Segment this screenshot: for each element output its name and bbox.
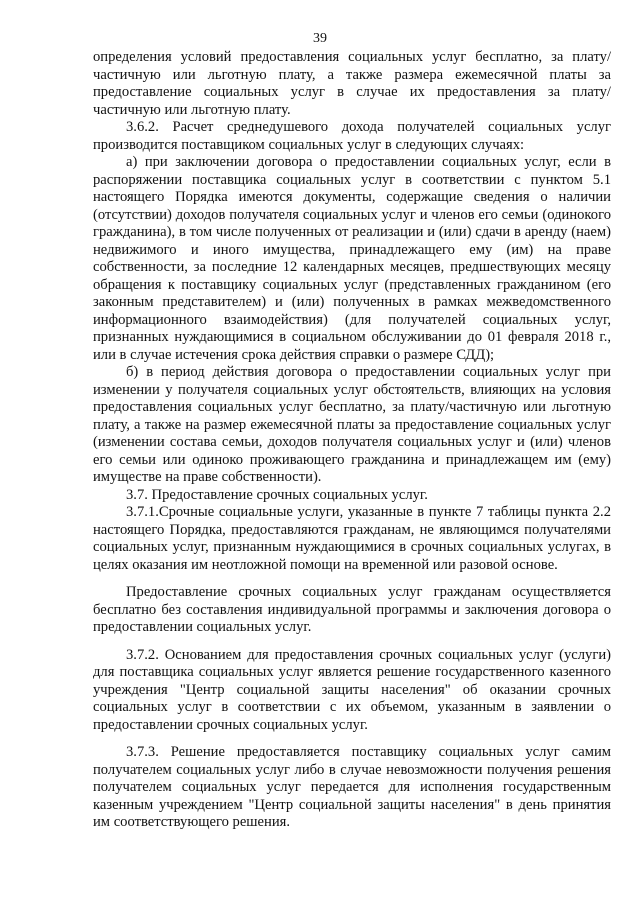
paragraph-5: 3.7. Предоставление срочных социальных услуг. xyxy=(126,486,428,503)
paragraph-4: б) в период действия договора о предоставлении социальных услуг при изменении у получателя социальных услуг обстоятельств, влияющих на условия предоставления социальных услуг бесплатно, за плату/частичную или льготную плату, а также на размер ежемесячной платы за предоставление социальных услуг (изменении состава семьи, доходов получателя социальных услуг и (или) членов его семьи или одиноко проживающего гражданина и принадлежащем им (ему) имуществе на праве собственности). xyxy=(93,364,611,485)
paragraph-3: а) при заключении договора о предоставлении социальных услуг, если в распоряжении поставщика социальных услуг в соответствии с пунктом 5.1 настоящего Порядка имеются документы, содержащие сведения о наличии (отсутствии) доходов получателя социальных услуг и членов его семьи (одинокого гражданина), в том числе полученных от реализации и (или) сдачи в аренду (наем) недвижимого и иного имущества, принадлежащего ему (им) на праве собственности, за последние 12 календарных месяцев, предшествующих месяцу обращения к поставщику социальных услуг (представленных гражданином (его законным представителем) и (или) полученных в рамках межведомственного информационного взаимодействия) (для получателей социальных услуг, признанных нуждающимися в социальном обслуживании до 01 февраля 2018 г., или в случае истечения срока действия справки о размере СДД); xyxy=(93,154,611,363)
body-text xyxy=(93,49,611,832)
paragraph-2: 3.6.2. Расчет среднедушевого дохода получателей социальных услуг производится поставщиком социальных услуг в следующих случаях: xyxy=(93,119,611,153)
paragraph-8: 3.7.2. Основанием для предоставления срочных социальных услуг (услуги) для поставщика социальных услуг является решение государственного казенного учреждения "Центр социальной защиты населения" об оказании срочных социальных услуг в соответствии с их объемом, указанным в заявлении о предоставлении срочных социальных услуг. xyxy=(93,646,611,733)
paragraph-7: Предоставление срочных социальных услуг гражданам осуществляется бесплатно без составления индивидуальной программы и заключения договора о предоставлении социальных услуг. xyxy=(93,584,611,635)
page-number: 39 xyxy=(313,31,327,46)
paragraph-1: определения условий предоставления социальных услуг бесплатно, за плату/частичную или льготную плату, а также размера ежемесячной платы за предоставление социальных услуг в случае их предоставления за плату/ частичную или льготную плату. xyxy=(93,49,611,118)
paragraph-6: 3.7.1.Срочные социальные услуги, указанные в пункте 7 таблицы пункта 2.2 настоящего Порядка, предоставляются гражданам, не являющимся получателями социальных услуг, признанным нуждающимися в срочных социальных услугах, в целях оказания им неотложной помощи на временной или разовой основе. xyxy=(93,504,611,573)
paragraph-9: 3.7.3. Решение предоставляется поставщику социальных услуг самим получателем социальных услуг либо в случае невозможности получения решения получателем социальных услуг передается для исполнения государственным казенным учреждением "Центр социальной защиты населения" в день принятия им соответствующего решения. xyxy=(93,744,611,830)
